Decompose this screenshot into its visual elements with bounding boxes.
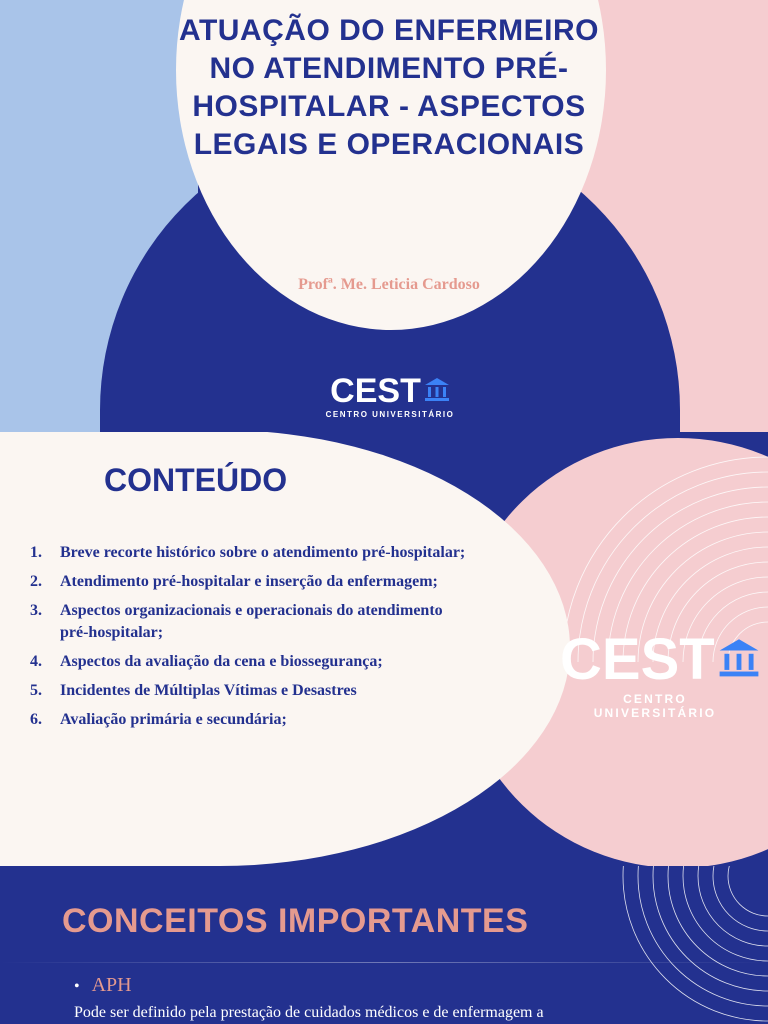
cest-logo-large xyxy=(560,627,750,720)
bullet-icon: • xyxy=(74,978,80,995)
title-slide xyxy=(0,0,768,432)
divider xyxy=(0,962,768,963)
concentric-lines-decoration xyxy=(600,866,768,1024)
bullet-item: • APH xyxy=(74,974,132,996)
concepts-heading: CONCEITOS IMPORTANTES xyxy=(62,902,529,940)
list-item: 6. Avaliação primária e secundária; xyxy=(30,711,287,728)
slide-title: ATUAÇÃO DO ENFERMEIRO NO ATENDIMENTO PRÉ-HOSPITALAR - ASPECTOS LEGAIS E OPERACIONAIS xyxy=(179,14,599,161)
list-item: 2. Atendimento pré-hospitalar e inserção da enfermagem; xyxy=(30,573,438,590)
contents-heading: CONTEÚDO xyxy=(104,462,288,498)
logo-wordmark: CEST xyxy=(560,627,715,692)
building-icon xyxy=(424,374,450,408)
contents-slide xyxy=(0,432,768,866)
logo-wordmark: CEST xyxy=(330,372,421,410)
list-item: 1. Breve recorte histórico sobre o atendimento pré-hospitalar; xyxy=(30,544,466,561)
contents-list xyxy=(30,542,470,738)
author-name: Profª. Me. Leticia Cardoso xyxy=(298,276,480,293)
logo-subtitle: CENTRO UNIVERSITÁRIO xyxy=(593,692,717,720)
list-item: 5. Incidentes de Múltiplas Vítimas e Desastres xyxy=(30,682,357,699)
cest-logo xyxy=(320,374,460,419)
body-text: Pode ser definido pela prestação de cuidados médicos e de enfermagem a xyxy=(74,1004,544,1021)
building-icon xyxy=(718,632,760,688)
logo-subtitle: CENTRO UNIVERSITÁRIO xyxy=(325,410,455,419)
list-item: 4. Aspectos da avaliação da cena e biossegurança; xyxy=(30,653,383,670)
concepts-slide xyxy=(0,866,768,1024)
list-item: 3. Aspectos organizacionais e operacionais do atendimento pré-hospitalar; xyxy=(30,602,443,641)
